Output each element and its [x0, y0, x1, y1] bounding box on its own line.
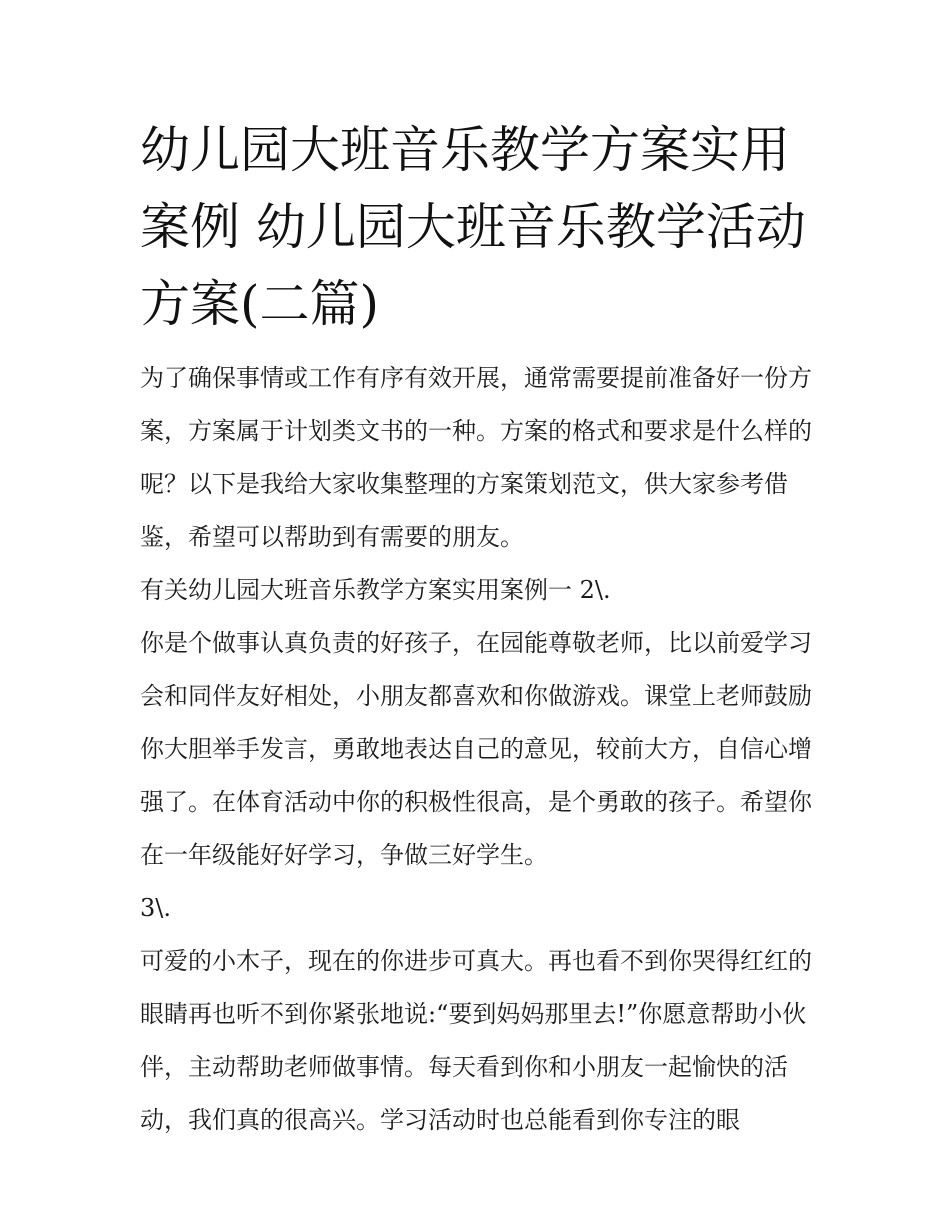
- item-number: 3\.: [140, 894, 171, 922]
- document-title: 幼儿园大班音乐教学方案实用案例 幼儿园大班音乐教学活动方案(二篇): [140, 121, 806, 333]
- document-body: [140, 352, 820, 1147]
- comment-paragraph: 你是个做事认真负责的好孩子，在园能尊敬老师，比以前爱学习会和同伴友好相处，小朋友都喜欢和你做游戏。课堂上老师鼓励你大胆举手发言，勇敢地表达自己的意见，较前大方，自信心增强了。在体育活动中你的积极性很高，是个勇敢的孩子。希望你在一年级能好好学习，争做三好学生。: [140, 629, 812, 869]
- comment-paragraph: 可爱的小木子，现在的你进步可真大。再也看不到你哭得红红的眼睛再也听不到你紧张地说:“要到妈妈那里去!”你愿意帮助小伙伴，主动帮助老师做事情。每天看到你和小朋友一起愉快的活动，我们真的很高兴。学习活动时也总能看到你专注的眼: [140, 947, 812, 1134]
- intro-paragraph: 为了确保事情或工作有序有效开展，通常需要提前准备好一份方案，方案属于计划类文书的一种。方案的格式和要求是什么样的呢？以下是我给大家收集整理的方案策划范文，供大家参考借鉴，希望可以帮助到有需要的朋友。: [140, 364, 812, 551]
- section-heading: 有关幼儿园大班音乐教学方案实用案例一 2\.: [140, 576, 611, 604]
